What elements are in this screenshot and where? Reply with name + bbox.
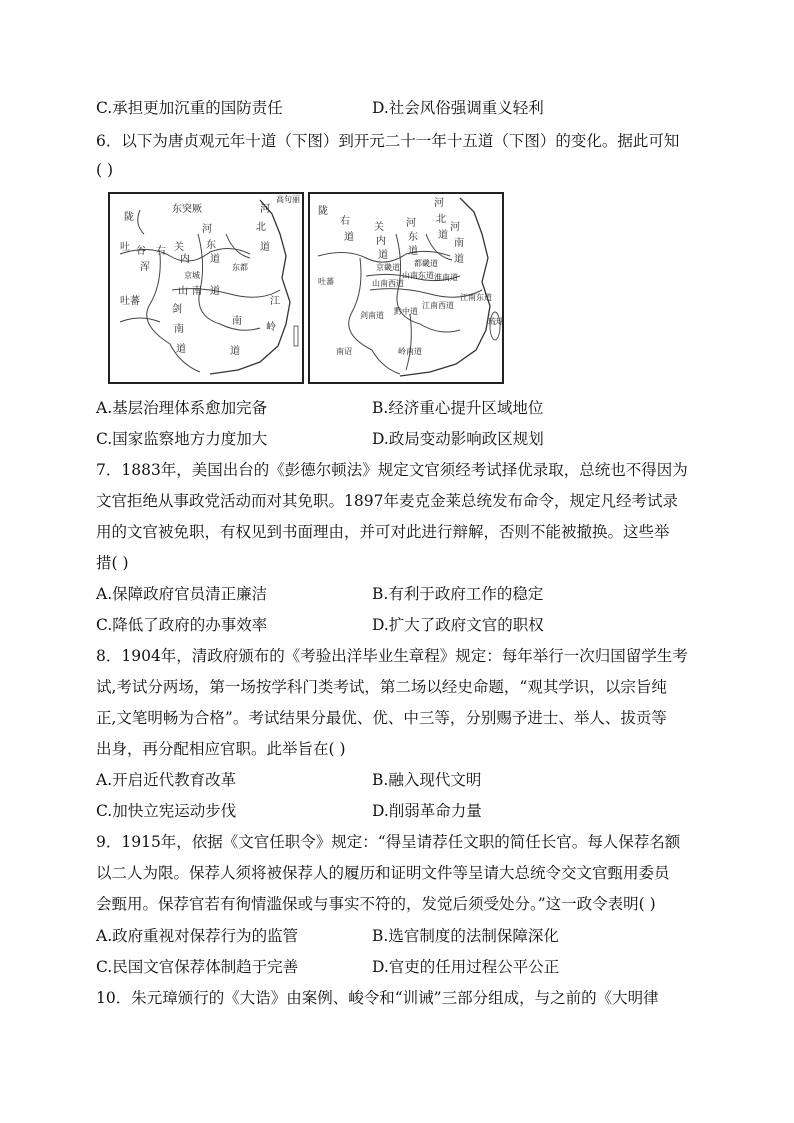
svg-text:谷: 谷 xyxy=(136,246,146,257)
svg-text:琉球: 琉球 xyxy=(488,317,504,326)
q7-option-a[interactable]: A.保障政府官员清正廉洁 xyxy=(96,585,268,603)
svg-text:右: 右 xyxy=(340,216,350,227)
svg-text:山: 山 xyxy=(178,286,188,297)
q6-option-d[interactable]: D.政局变动影响政区规划 xyxy=(372,430,544,448)
q8-stem-line-1: 8．1904年，清政府颁布的《考验出洋毕业生章程》规定：每年举行一次归国留学生考 xyxy=(96,647,688,665)
svg-text:内: 内 xyxy=(180,254,190,265)
svg-text:道: 道 xyxy=(344,232,354,243)
svg-text:道: 道 xyxy=(210,254,220,265)
svg-text:南: 南 xyxy=(454,238,464,249)
svg-text:河: 河 xyxy=(260,204,270,215)
svg-text:河: 河 xyxy=(202,224,212,235)
svg-text:道: 道 xyxy=(454,254,464,265)
svg-text:岭: 岭 xyxy=(266,322,276,333)
q10-stem-line-1: 10．朱元璋颁行的《大诰》由案例、峻令和“训诫”三部分组成，与之前的《大明律 xyxy=(96,989,659,1007)
map-zhenguan-ten-circuits xyxy=(108,192,304,384)
svg-text:岭南道: 岭南道 xyxy=(398,347,422,356)
q7-stem-line-3: 用的文官被免职，有权见到书面理由，并可对此进行辩解，否则不能被撤换。这些举 xyxy=(96,523,670,541)
q5-option-c[interactable]: C.承担更加沉重的国防责任 xyxy=(96,99,283,117)
svg-text:陇: 陇 xyxy=(318,206,328,217)
q6-stem-line-1: 6．以下为唐贞观元年十道（下图）到开元二十一年十五道（下图）的变化。据此可知 xyxy=(96,132,680,150)
q9-option-d[interactable]: D.官吏的任用过程公平公正 xyxy=(372,958,560,976)
q6-option-c[interactable]: C.国家监察地方力度加大 xyxy=(96,430,268,448)
svg-text:关: 关 xyxy=(374,222,384,233)
q9-stem-line-3: 会甄用。保荐官若有徇情滥保或与事实不符的，发觉后须受处分。”这一政令表明( ) xyxy=(96,895,656,913)
svg-text:南诏: 南诏 xyxy=(336,347,352,356)
svg-text:浑: 浑 xyxy=(140,262,150,273)
svg-text:黔中道: 黔中道 xyxy=(394,307,418,316)
q9-option-c[interactable]: C.民国文官保荐体制趋于完善 xyxy=(96,958,299,976)
svg-text:江: 江 xyxy=(270,296,280,307)
q7-stem-line-2: 文官拒绝从事政党活动而对其免职。1897年麦克金莱总统发布命令，规定凡经考试录 xyxy=(96,492,678,510)
svg-text:东突厥: 东突厥 xyxy=(172,204,202,215)
q6-stem-line-2: ( ) xyxy=(96,161,114,179)
q9-option-a[interactable]: A.政府重视对保荐行为的监管 xyxy=(96,927,299,945)
q7-stem-line-1: 7．1883年，美国出台的《彭德尔顿法》规定文官须经考试择优录取，总统也不得因为 xyxy=(96,461,688,479)
svg-text:东: 东 xyxy=(206,240,216,251)
svg-text:南: 南 xyxy=(232,316,242,327)
svg-text:道: 道 xyxy=(408,246,418,257)
q8-option-b[interactable]: B.融入现代文明 xyxy=(372,771,482,789)
q6-option-b[interactable]: B.经济重心提升区域地位 xyxy=(372,399,544,417)
q8-option-c[interactable]: C.加快立宪运动步伐 xyxy=(96,802,237,820)
q7-stem-line-4: 措( ) xyxy=(96,554,129,572)
q6-option-a[interactable]: A.基层治理体系愈加完备 xyxy=(96,399,268,417)
svg-text:道: 道 xyxy=(378,250,388,261)
q9-stem-line-1: 9．1915年，依据《文官任职令》规定：“得呈请荐任文职的简任长官。每人保荐名额 xyxy=(96,833,681,851)
svg-text:右: 右 xyxy=(156,246,166,257)
q9-option-b[interactable]: B.选官制度的法制保障深化 xyxy=(372,927,559,945)
svg-text:道: 道 xyxy=(210,286,220,297)
q5-option-d[interactable]: D.社会风俗强调重义轻利 xyxy=(372,99,544,117)
svg-text:剑: 剑 xyxy=(172,304,182,315)
svg-text:山南东道: 山南东道 xyxy=(402,271,434,280)
svg-text:吐: 吐 xyxy=(120,242,130,253)
svg-text:南: 南 xyxy=(192,286,202,297)
map-kaiyuan-fifteen-circuits xyxy=(308,192,504,384)
q8-stem-line-3: 正,文笔明畅为合格”。考试结果分最优、优、中三等，分别赐予进士、举人、拔贡等 xyxy=(96,709,667,727)
svg-text:江南东道: 江南东道 xyxy=(460,293,492,302)
svg-text:北: 北 xyxy=(256,222,266,233)
svg-text:陇: 陇 xyxy=(124,212,134,223)
q8-stem-line-4: 出身，再分配相应官职。此举旨在( ) xyxy=(96,740,346,758)
svg-text:道: 道 xyxy=(176,344,186,355)
q8-option-a[interactable]: A.开启近代教育改革 xyxy=(96,771,237,789)
q8-option-d[interactable]: D.削弱革命力量 xyxy=(372,802,482,820)
svg-text:河: 河 xyxy=(434,198,444,209)
svg-text:江南西道: 江南西道 xyxy=(422,301,454,310)
svg-text:高句丽: 高句丽 xyxy=(276,195,300,204)
svg-text:剑南道: 剑南道 xyxy=(360,311,384,320)
svg-text:山南西道: 山南西道 xyxy=(372,279,404,288)
q7-option-d[interactable]: D.扩大了政府文官的职权 xyxy=(372,616,544,634)
svg-text:东: 东 xyxy=(408,232,418,243)
svg-text:南: 南 xyxy=(174,324,184,335)
svg-text:京城: 京城 xyxy=(184,271,200,280)
svg-text:道: 道 xyxy=(438,230,448,241)
svg-text:道: 道 xyxy=(260,242,270,253)
svg-text:道: 道 xyxy=(230,346,240,357)
svg-text:吐蕃: 吐蕃 xyxy=(318,277,334,286)
svg-text:东都: 东都 xyxy=(232,263,248,272)
svg-text:京畿道: 京畿道 xyxy=(376,263,400,272)
q9-stem-line-2: 以二人为限。保荐人须将被保荐人的履历和证明文件等呈请大总统令交文官甄用委员 xyxy=(96,864,670,882)
svg-text:淮南道: 淮南道 xyxy=(434,273,458,282)
svg-text:河: 河 xyxy=(450,222,460,233)
svg-text:都畿道: 都畿道 xyxy=(414,259,438,268)
q7-option-b[interactable]: B.有利于政府工作的稳定 xyxy=(372,585,544,603)
q7-option-c[interactable]: C.降低了政府的办事效率 xyxy=(96,616,268,634)
svg-text:内: 内 xyxy=(376,236,386,247)
svg-text:关: 关 xyxy=(174,242,184,253)
svg-text:北: 北 xyxy=(436,214,446,225)
svg-text:吐蕃: 吐蕃 xyxy=(120,296,140,307)
q8-stem-line-2: 试,考试分两场，第一场按学科门类考试，第二场以经史命题，“观其学识，以宗旨纯 xyxy=(96,678,667,696)
svg-text:河: 河 xyxy=(406,218,416,229)
